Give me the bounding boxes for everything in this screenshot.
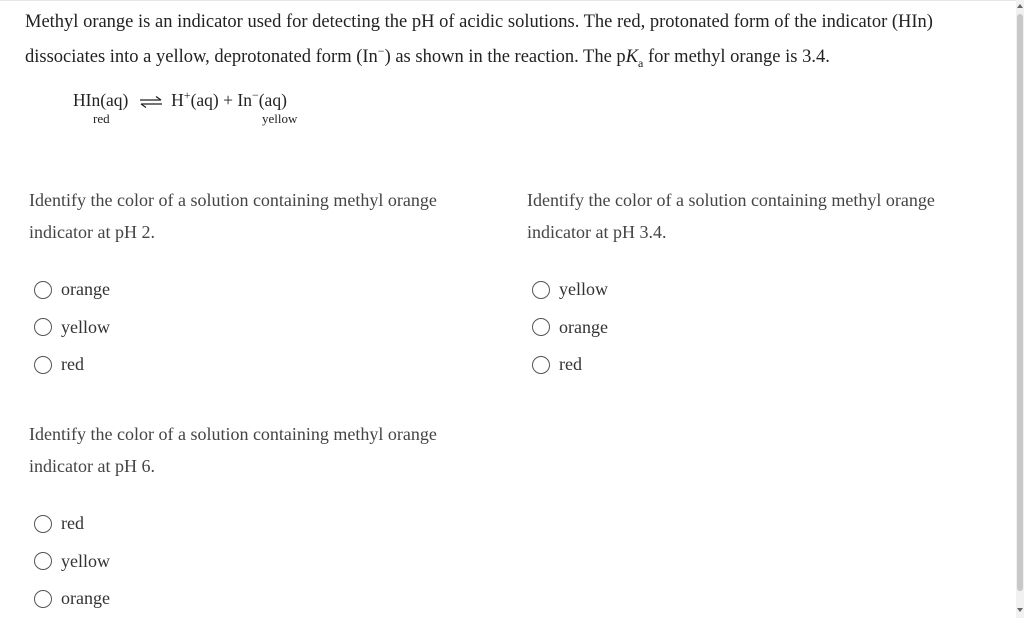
ka-subscript: a: [638, 55, 644, 70]
reactant-color-label: red: [93, 111, 110, 126]
intro-line-2-start: dissociates into a yellow, deprotonated form (In: [25, 47, 378, 68]
question-prompt-line-1: Identify the color of a solution containing methyl orange: [29, 190, 437, 210]
question-prompt: [29, 418, 489, 482]
option-label[interactable]: yellow: [61, 316, 110, 337]
option-label[interactable]: red: [559, 354, 582, 375]
answer-option[interactable]: [29, 543, 489, 581]
indicator-state: (aq): [258, 89, 287, 110]
answer-option[interactable]: [29, 580, 489, 618]
answer-options: [29, 271, 489, 384]
intro-line-1: Methyl orange is an indicator used for detecting the pH of acidic solutions. The red, protonated form of the indicator (HIn): [25, 12, 933, 32]
product-color-label: yellow: [262, 111, 298, 126]
option-label[interactable]: red: [61, 513, 84, 534]
hydrogen-ion: H: [171, 89, 184, 110]
question-ph-2: [29, 184, 489, 384]
intro-line-2-end: for methyl orange is 3.4.: [643, 47, 830, 68]
ka-symbol: K: [625, 47, 639, 68]
answer-option[interactable]: [527, 309, 987, 347]
radio-button[interactable]: [34, 552, 52, 570]
reactant: HIn(aq): [73, 89, 129, 110]
option-label[interactable]: yellow: [559, 279, 608, 300]
question-ph-6: [29, 418, 489, 618]
answer-option[interactable]: [527, 346, 987, 384]
option-label[interactable]: yellow: [61, 550, 110, 571]
intro-text: [25, 8, 1005, 78]
answer-option[interactable]: [527, 271, 987, 309]
answer-option[interactable]: [29, 309, 489, 347]
radio-button[interactable]: [532, 281, 550, 299]
radio-button[interactable]: [34, 281, 52, 299]
scroll-up-icon[interactable]: [1017, 4, 1023, 8]
answer-option[interactable]: [29, 505, 489, 543]
answer-option[interactable]: [29, 346, 489, 384]
option-label[interactable]: red: [61, 354, 84, 375]
radio-button[interactable]: [34, 356, 52, 374]
answer-options: [29, 505, 489, 618]
answer-options: [527, 271, 987, 384]
question-prompt-line-1: Identify the color of a solution containing methyl orange: [527, 190, 935, 210]
scrollbar-thumb[interactable]: [1017, 14, 1023, 591]
minus-superscript: −: [377, 44, 385, 58]
option-label[interactable]: orange: [61, 279, 110, 300]
indicator-charge: −: [251, 88, 259, 102]
question-prompt-line-1: Identify the color of a solution containing methyl orange: [29, 424, 437, 444]
radio-button[interactable]: [34, 515, 52, 533]
radio-button[interactable]: [34, 590, 52, 608]
scroll-down-icon[interactable]: [1017, 608, 1023, 612]
answer-option[interactable]: [29, 271, 489, 309]
hydrogen-charge: +: [183, 88, 191, 102]
question-prompt: [527, 184, 987, 248]
top-border: [0, 0, 1016, 1]
option-label[interactable]: orange: [559, 316, 608, 337]
dissociation-equation: [73, 88, 287, 111]
intro-line-2: [25, 37, 1005, 78]
vertical-scrollbar[interactable]: [1016, 0, 1024, 618]
plus-sign: +: [223, 89, 233, 110]
radio-button[interactable]: [532, 356, 550, 374]
intro-line-2-middle: ) as shown in the reaction. The p: [384, 47, 626, 68]
question-ph-3-4: [527, 184, 987, 384]
equilibrium-arrow-icon: [139, 96, 163, 108]
question-prompt-line-2: indicator at pH 2.: [29, 222, 155, 242]
hydrogen-state: (aq): [190, 89, 219, 110]
radio-button[interactable]: [34, 318, 52, 336]
question-prompt-line-2: indicator at pH 3.4.: [527, 222, 667, 242]
question-prompt-line-2: indicator at pH 6.: [29, 456, 155, 476]
option-label[interactable]: orange: [61, 588, 110, 609]
radio-button[interactable]: [532, 318, 550, 336]
indicator-ion: In: [237, 89, 252, 110]
question-prompt: [29, 184, 489, 248]
